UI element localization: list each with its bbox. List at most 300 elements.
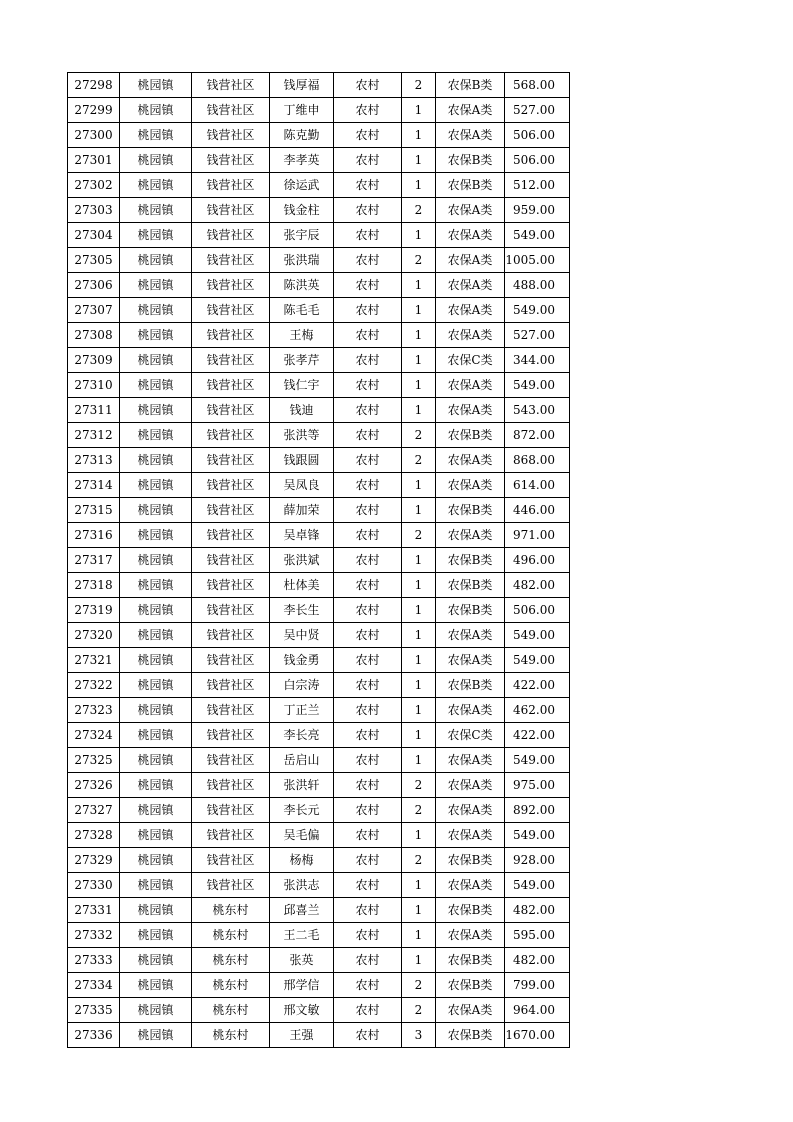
amount-cell: 971.00 bbox=[505, 523, 570, 548]
household-count-cell: 2 bbox=[402, 448, 436, 473]
community-cell: 钱营社区 bbox=[192, 373, 270, 398]
amount-cell: 549.00 bbox=[505, 223, 570, 248]
record-id-cell: 27333 bbox=[68, 948, 120, 973]
town-cell: 桃园镇 bbox=[120, 248, 192, 273]
community-cell: 钱营社区 bbox=[192, 198, 270, 223]
insurance-category-cell: 农保A类 bbox=[436, 98, 505, 123]
insurance-category-cell: 农保B类 bbox=[436, 1023, 505, 1048]
community-cell: 钱营社区 bbox=[192, 123, 270, 148]
table-row bbox=[68, 598, 570, 623]
town-cell: 桃园镇 bbox=[120, 923, 192, 948]
insurance-category-cell: 农保B类 bbox=[436, 548, 505, 573]
town-cell: 桃园镇 bbox=[120, 698, 192, 723]
table-row bbox=[68, 248, 570, 273]
area-type-cell: 农村 bbox=[334, 123, 402, 148]
area-type-cell: 农村 bbox=[334, 973, 402, 998]
community-cell: 钱营社区 bbox=[192, 823, 270, 848]
name-cell: 钱仁宇 bbox=[270, 373, 334, 398]
insurance-category-cell: 农保A类 bbox=[436, 298, 505, 323]
town-cell: 桃园镇 bbox=[120, 773, 192, 798]
record-id-cell: 27301 bbox=[68, 148, 120, 173]
area-type-cell: 农村 bbox=[334, 273, 402, 298]
household-count-cell: 1 bbox=[402, 398, 436, 423]
area-type-cell: 农村 bbox=[334, 98, 402, 123]
amount-cell: 549.00 bbox=[505, 823, 570, 848]
record-id-cell: 27318 bbox=[68, 573, 120, 598]
community-cell: 钱营社区 bbox=[192, 548, 270, 573]
table-row bbox=[68, 273, 570, 298]
town-cell: 桃园镇 bbox=[120, 948, 192, 973]
record-id-cell: 27311 bbox=[68, 398, 120, 423]
record-id-cell: 27317 bbox=[68, 548, 120, 573]
amount-cell: 344.00 bbox=[505, 348, 570, 373]
area-type-cell: 农村 bbox=[334, 648, 402, 673]
town-cell: 桃园镇 bbox=[120, 998, 192, 1023]
table-row bbox=[68, 848, 570, 873]
area-type-cell: 农村 bbox=[334, 73, 402, 98]
table-row bbox=[68, 798, 570, 823]
area-type-cell: 农村 bbox=[334, 948, 402, 973]
amount-cell: 549.00 bbox=[505, 648, 570, 673]
town-cell: 桃园镇 bbox=[120, 973, 192, 998]
amount-cell: 959.00 bbox=[505, 198, 570, 223]
area-type-cell: 农村 bbox=[334, 473, 402, 498]
records-table bbox=[67, 72, 570, 1048]
community-cell: 钱营社区 bbox=[192, 448, 270, 473]
record-id-cell: 27308 bbox=[68, 323, 120, 348]
town-cell: 桃园镇 bbox=[120, 648, 192, 673]
name-cell: 钱迪 bbox=[270, 398, 334, 423]
insurance-category-cell: 农保B类 bbox=[436, 423, 505, 448]
insurance-category-cell: 农保A类 bbox=[436, 523, 505, 548]
record-id-cell: 27307 bbox=[68, 298, 120, 323]
insurance-category-cell: 农保B类 bbox=[436, 598, 505, 623]
town-cell: 桃园镇 bbox=[120, 798, 192, 823]
town-cell: 桃园镇 bbox=[120, 523, 192, 548]
amount-cell: 446.00 bbox=[505, 498, 570, 523]
household-count-cell: 1 bbox=[402, 223, 436, 248]
amount-cell: 512.00 bbox=[505, 173, 570, 198]
record-id-cell: 27302 bbox=[68, 173, 120, 198]
name-cell: 钱金勇 bbox=[270, 648, 334, 673]
amount-cell: 422.00 bbox=[505, 673, 570, 698]
insurance-category-cell: 农保A类 bbox=[436, 998, 505, 1023]
insurance-category-cell: 农保A类 bbox=[436, 648, 505, 673]
household-count-cell: 1 bbox=[402, 573, 436, 598]
town-cell: 桃园镇 bbox=[120, 373, 192, 398]
community-cell: 钱营社区 bbox=[192, 298, 270, 323]
area-type-cell: 农村 bbox=[334, 623, 402, 648]
community-cell: 钱营社区 bbox=[192, 673, 270, 698]
amount-cell: 482.00 bbox=[505, 948, 570, 973]
insurance-category-cell: 农保A类 bbox=[436, 198, 505, 223]
name-cell: 徐运武 bbox=[270, 173, 334, 198]
area-type-cell: 农村 bbox=[334, 148, 402, 173]
name-cell: 张宇辰 bbox=[270, 223, 334, 248]
area-type-cell: 农村 bbox=[334, 448, 402, 473]
area-type-cell: 农村 bbox=[334, 1023, 402, 1048]
record-id-cell: 27327 bbox=[68, 798, 120, 823]
community-cell: 钱营社区 bbox=[192, 798, 270, 823]
town-cell: 桃园镇 bbox=[120, 473, 192, 498]
insurance-category-cell: 农保B类 bbox=[436, 673, 505, 698]
name-cell: 李长元 bbox=[270, 798, 334, 823]
amount-cell: 928.00 bbox=[505, 848, 570, 873]
household-count-cell: 1 bbox=[402, 498, 436, 523]
table-row bbox=[68, 623, 570, 648]
table-row bbox=[68, 898, 570, 923]
name-cell: 钱厚福 bbox=[270, 73, 334, 98]
insurance-category-cell: 农保B类 bbox=[436, 173, 505, 198]
insurance-category-cell: 农保B类 bbox=[436, 573, 505, 598]
community-cell: 钱营社区 bbox=[192, 598, 270, 623]
household-count-cell: 1 bbox=[402, 548, 436, 573]
town-cell: 桃园镇 bbox=[120, 73, 192, 98]
household-count-cell: 1 bbox=[402, 273, 436, 298]
area-type-cell: 农村 bbox=[334, 198, 402, 223]
insurance-category-cell: 农保B类 bbox=[436, 848, 505, 873]
town-cell: 桃园镇 bbox=[120, 398, 192, 423]
insurance-category-cell: 农保A类 bbox=[436, 223, 505, 248]
records-body bbox=[68, 73, 570, 1048]
amount-cell: 549.00 bbox=[505, 373, 570, 398]
community-cell: 钱营社区 bbox=[192, 698, 270, 723]
table-row bbox=[68, 823, 570, 848]
insurance-category-cell: 农保A类 bbox=[436, 323, 505, 348]
amount-cell: 868.00 bbox=[505, 448, 570, 473]
table-row bbox=[68, 323, 570, 348]
table-row bbox=[68, 773, 570, 798]
record-id-cell: 27323 bbox=[68, 698, 120, 723]
insurance-category-cell: 农保B类 bbox=[436, 498, 505, 523]
name-cell: 薛加荣 bbox=[270, 498, 334, 523]
amount-cell: 506.00 bbox=[505, 123, 570, 148]
table-row bbox=[68, 373, 570, 398]
amount-cell: 872.00 bbox=[505, 423, 570, 448]
table-row bbox=[68, 998, 570, 1023]
household-count-cell: 1 bbox=[402, 623, 436, 648]
area-type-cell: 农村 bbox=[334, 898, 402, 923]
table-row bbox=[68, 698, 570, 723]
insurance-category-cell: 农保A类 bbox=[436, 823, 505, 848]
community-cell: 钱营社区 bbox=[192, 398, 270, 423]
table-row bbox=[68, 648, 570, 673]
record-id-cell: 27330 bbox=[68, 873, 120, 898]
record-id-cell: 27300 bbox=[68, 123, 120, 148]
insurance-category-cell: 农保B类 bbox=[436, 73, 505, 98]
area-type-cell: 农村 bbox=[334, 873, 402, 898]
record-id-cell: 27326 bbox=[68, 773, 120, 798]
name-cell: 白宗涛 bbox=[270, 673, 334, 698]
area-type-cell: 农村 bbox=[334, 598, 402, 623]
name-cell: 张洪瑞 bbox=[270, 248, 334, 273]
community-cell: 钱营社区 bbox=[192, 173, 270, 198]
community-cell: 钱营社区 bbox=[192, 323, 270, 348]
community-cell: 钱营社区 bbox=[192, 873, 270, 898]
area-type-cell: 农村 bbox=[334, 348, 402, 373]
area-type-cell: 农村 bbox=[334, 823, 402, 848]
name-cell: 丁维申 bbox=[270, 98, 334, 123]
table-row bbox=[68, 548, 570, 573]
area-type-cell: 农村 bbox=[334, 923, 402, 948]
household-count-cell: 1 bbox=[402, 598, 436, 623]
town-cell: 桃园镇 bbox=[120, 723, 192, 748]
amount-cell: 549.00 bbox=[505, 873, 570, 898]
community-cell: 钱营社区 bbox=[192, 248, 270, 273]
household-count-cell: 1 bbox=[402, 373, 436, 398]
insurance-category-cell: 农保B类 bbox=[436, 948, 505, 973]
table-row bbox=[68, 348, 570, 373]
record-id-cell: 27304 bbox=[68, 223, 120, 248]
amount-cell: 488.00 bbox=[505, 273, 570, 298]
record-id-cell: 27322 bbox=[68, 673, 120, 698]
area-type-cell: 农村 bbox=[334, 423, 402, 448]
household-count-cell: 1 bbox=[402, 148, 436, 173]
name-cell: 李孝英 bbox=[270, 148, 334, 173]
household-count-cell: 1 bbox=[402, 723, 436, 748]
town-cell: 桃园镇 bbox=[120, 1023, 192, 1048]
household-count-cell: 3 bbox=[402, 1023, 436, 1048]
record-id-cell: 27335 bbox=[68, 998, 120, 1023]
area-type-cell: 农村 bbox=[334, 548, 402, 573]
insurance-category-cell: 农保A类 bbox=[436, 373, 505, 398]
town-cell: 桃园镇 bbox=[120, 748, 192, 773]
community-cell: 桃东村 bbox=[192, 898, 270, 923]
insurance-category-cell: 农保C类 bbox=[436, 723, 505, 748]
record-id-cell: 27305 bbox=[68, 248, 120, 273]
household-count-cell: 1 bbox=[402, 923, 436, 948]
amount-cell: 527.00 bbox=[505, 98, 570, 123]
area-type-cell: 农村 bbox=[334, 798, 402, 823]
table-row bbox=[68, 573, 570, 598]
town-cell: 桃园镇 bbox=[120, 623, 192, 648]
record-id-cell: 27315 bbox=[68, 498, 120, 523]
table-row bbox=[68, 923, 570, 948]
town-cell: 桃园镇 bbox=[120, 598, 192, 623]
insurance-category-cell: 农保A类 bbox=[436, 248, 505, 273]
record-id-cell: 27303 bbox=[68, 198, 120, 223]
insurance-category-cell: 农保A类 bbox=[436, 448, 505, 473]
household-count-cell: 2 bbox=[402, 248, 436, 273]
name-cell: 吴毛偏 bbox=[270, 823, 334, 848]
insurance-category-cell: 农保A类 bbox=[436, 623, 505, 648]
town-cell: 桃园镇 bbox=[120, 848, 192, 873]
name-cell: 陈毛毛 bbox=[270, 298, 334, 323]
name-cell: 陈洪英 bbox=[270, 273, 334, 298]
record-id-cell: 27310 bbox=[68, 373, 120, 398]
town-cell: 桃园镇 bbox=[120, 173, 192, 198]
amount-cell: 614.00 bbox=[505, 473, 570, 498]
table-row bbox=[68, 498, 570, 523]
insurance-category-cell: 农保A类 bbox=[436, 698, 505, 723]
area-type-cell: 农村 bbox=[334, 398, 402, 423]
community-cell: 桃东村 bbox=[192, 973, 270, 998]
name-cell: 李长亮 bbox=[270, 723, 334, 748]
community-cell: 钱营社区 bbox=[192, 723, 270, 748]
table-row bbox=[68, 948, 570, 973]
insurance-category-cell: 农保A类 bbox=[436, 748, 505, 773]
town-cell: 桃园镇 bbox=[120, 823, 192, 848]
community-cell: 钱营社区 bbox=[192, 623, 270, 648]
community-cell: 钱营社区 bbox=[192, 148, 270, 173]
name-cell: 邢学信 bbox=[270, 973, 334, 998]
community-cell: 桃东村 bbox=[192, 1023, 270, 1048]
household-count-cell: 1 bbox=[402, 98, 436, 123]
household-count-cell: 1 bbox=[402, 898, 436, 923]
insurance-category-cell: 农保A类 bbox=[436, 123, 505, 148]
name-cell: 钱跟圆 bbox=[270, 448, 334, 473]
record-id-cell: 27334 bbox=[68, 973, 120, 998]
table-row bbox=[68, 198, 570, 223]
insurance-category-cell: 农保B类 bbox=[436, 973, 505, 998]
insurance-category-cell: 农保A类 bbox=[436, 873, 505, 898]
area-type-cell: 农村 bbox=[334, 573, 402, 598]
area-type-cell: 农村 bbox=[334, 223, 402, 248]
area-type-cell: 农村 bbox=[334, 248, 402, 273]
amount-cell: 422.00 bbox=[505, 723, 570, 748]
area-type-cell: 农村 bbox=[334, 848, 402, 873]
amount-cell: 462.00 bbox=[505, 698, 570, 723]
area-type-cell: 农村 bbox=[334, 748, 402, 773]
household-count-cell: 1 bbox=[402, 323, 436, 348]
area-type-cell: 农村 bbox=[334, 723, 402, 748]
household-count-cell: 1 bbox=[402, 948, 436, 973]
amount-cell: 975.00 bbox=[505, 773, 570, 798]
household-count-cell: 2 bbox=[402, 423, 436, 448]
amount-cell: 799.00 bbox=[505, 973, 570, 998]
table-row bbox=[68, 298, 570, 323]
household-count-cell: 2 bbox=[402, 198, 436, 223]
town-cell: 桃园镇 bbox=[120, 898, 192, 923]
area-type-cell: 农村 bbox=[334, 173, 402, 198]
name-cell: 张洪轩 bbox=[270, 773, 334, 798]
area-type-cell: 农村 bbox=[334, 523, 402, 548]
community-cell: 钱营社区 bbox=[192, 223, 270, 248]
insurance-category-cell: 农保C类 bbox=[436, 348, 505, 373]
table-row bbox=[68, 148, 570, 173]
table-row bbox=[68, 448, 570, 473]
community-cell: 钱营社区 bbox=[192, 648, 270, 673]
area-type-cell: 农村 bbox=[334, 773, 402, 798]
amount-cell: 549.00 bbox=[505, 298, 570, 323]
record-id-cell: 27313 bbox=[68, 448, 120, 473]
household-count-cell: 2 bbox=[402, 73, 436, 98]
record-id-cell: 27306 bbox=[68, 273, 120, 298]
record-id-cell: 27309 bbox=[68, 348, 120, 373]
table-row bbox=[68, 673, 570, 698]
record-id-cell: 27298 bbox=[68, 73, 120, 98]
table-row bbox=[68, 873, 570, 898]
name-cell: 岳启山 bbox=[270, 748, 334, 773]
town-cell: 桃园镇 bbox=[120, 298, 192, 323]
household-count-cell: 1 bbox=[402, 348, 436, 373]
household-count-cell: 1 bbox=[402, 123, 436, 148]
household-count-cell: 1 bbox=[402, 298, 436, 323]
town-cell: 桃园镇 bbox=[120, 873, 192, 898]
area-type-cell: 农村 bbox=[334, 673, 402, 698]
insurance-category-cell: 农保A类 bbox=[436, 398, 505, 423]
name-cell: 杨梅 bbox=[270, 848, 334, 873]
community-cell: 桃东村 bbox=[192, 998, 270, 1023]
table-row bbox=[68, 973, 570, 998]
community-cell: 钱营社区 bbox=[192, 473, 270, 498]
community-cell: 桃东村 bbox=[192, 948, 270, 973]
insurance-category-cell: 农保A类 bbox=[436, 273, 505, 298]
amount-cell: 506.00 bbox=[505, 148, 570, 173]
household-count-cell: 2 bbox=[402, 998, 436, 1023]
name-cell: 吴凤良 bbox=[270, 473, 334, 498]
town-cell: 桃园镇 bbox=[120, 548, 192, 573]
name-cell: 钱金柱 bbox=[270, 198, 334, 223]
household-count-cell: 1 bbox=[402, 473, 436, 498]
name-cell: 张洪斌 bbox=[270, 548, 334, 573]
household-count-cell: 1 bbox=[402, 698, 436, 723]
record-id-cell: 27331 bbox=[68, 898, 120, 923]
household-count-cell: 1 bbox=[402, 873, 436, 898]
table-row bbox=[68, 723, 570, 748]
name-cell: 邱喜兰 bbox=[270, 898, 334, 923]
household-count-cell: 1 bbox=[402, 748, 436, 773]
amount-cell: 527.00 bbox=[505, 323, 570, 348]
record-id-cell: 27328 bbox=[68, 823, 120, 848]
amount-cell: 482.00 bbox=[505, 898, 570, 923]
town-cell: 桃园镇 bbox=[120, 98, 192, 123]
insurance-category-cell: 农保A类 bbox=[436, 798, 505, 823]
amount-cell: 892.00 bbox=[505, 798, 570, 823]
area-type-cell: 农村 bbox=[334, 998, 402, 1023]
town-cell: 桃园镇 bbox=[120, 448, 192, 473]
table-row bbox=[68, 98, 570, 123]
name-cell: 陈克勤 bbox=[270, 123, 334, 148]
household-count-cell: 2 bbox=[402, 773, 436, 798]
record-id-cell: 27319 bbox=[68, 598, 120, 623]
town-cell: 桃园镇 bbox=[120, 323, 192, 348]
table-row bbox=[68, 423, 570, 448]
amount-cell: 1005.00 bbox=[505, 248, 570, 273]
name-cell: 王梅 bbox=[270, 323, 334, 348]
record-id-cell: 27312 bbox=[68, 423, 120, 448]
community-cell: 钱营社区 bbox=[192, 73, 270, 98]
insurance-category-cell: 农保B类 bbox=[436, 898, 505, 923]
name-cell: 张英 bbox=[270, 948, 334, 973]
record-id-cell: 27325 bbox=[68, 748, 120, 773]
record-id-cell: 27299 bbox=[68, 98, 120, 123]
household-count-cell: 2 bbox=[402, 848, 436, 873]
area-type-cell: 农村 bbox=[334, 698, 402, 723]
town-cell: 桃园镇 bbox=[120, 198, 192, 223]
name-cell: 丁正兰 bbox=[270, 698, 334, 723]
amount-cell: 543.00 bbox=[505, 398, 570, 423]
record-id-cell: 27314 bbox=[68, 473, 120, 498]
name-cell: 吴中贤 bbox=[270, 623, 334, 648]
name-cell: 张洪等 bbox=[270, 423, 334, 448]
town-cell: 桃园镇 bbox=[120, 673, 192, 698]
area-type-cell: 农村 bbox=[334, 373, 402, 398]
household-count-cell: 1 bbox=[402, 173, 436, 198]
name-cell: 邢文敏 bbox=[270, 998, 334, 1023]
area-type-cell: 农村 bbox=[334, 323, 402, 348]
record-id-cell: 27336 bbox=[68, 1023, 120, 1048]
area-type-cell: 农村 bbox=[334, 298, 402, 323]
community-cell: 钱营社区 bbox=[192, 848, 270, 873]
household-count-cell: 2 bbox=[402, 798, 436, 823]
amount-cell: 549.00 bbox=[505, 623, 570, 648]
community-cell: 钱营社区 bbox=[192, 498, 270, 523]
name-cell: 吴卓锋 bbox=[270, 523, 334, 548]
household-count-cell: 2 bbox=[402, 973, 436, 998]
amount-cell: 964.00 bbox=[505, 998, 570, 1023]
table-row bbox=[68, 748, 570, 773]
